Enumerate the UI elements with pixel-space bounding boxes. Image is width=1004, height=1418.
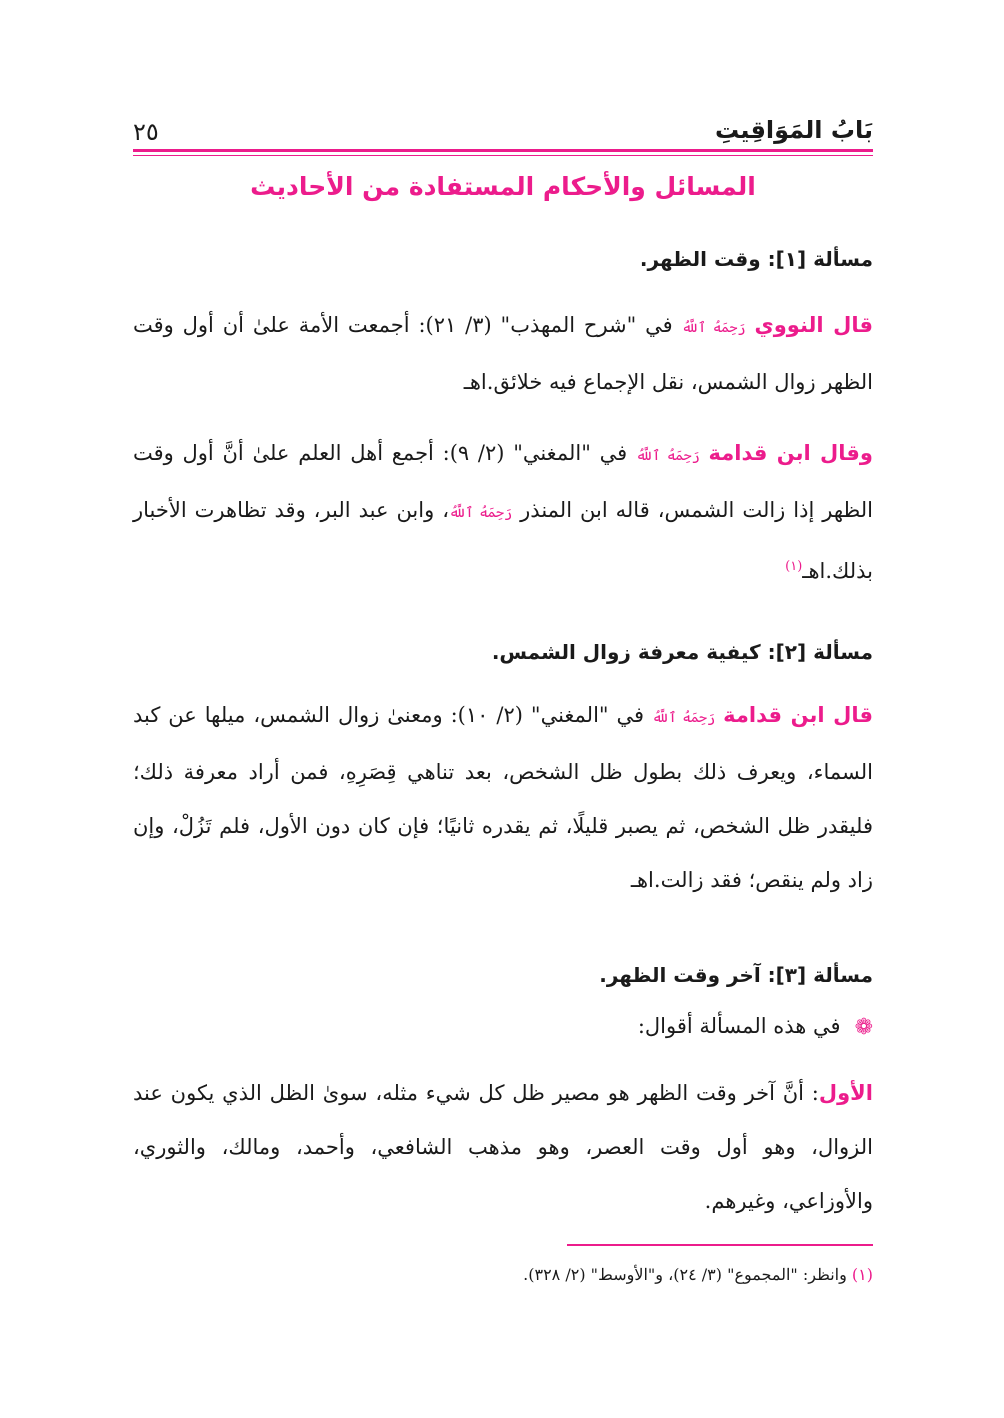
paragraph-text: في "المغني" (٢/ ٩): أجمع أهل العلم علىٰ أنَّ أول وقت الظهر إذا زالت الشمس، قاله ابن المنذر <box>133 441 874 522</box>
paragraph-text: ، وابن عبد البر، وقد تظاهرت الأخبار بذلك.اهـ <box>133 498 873 583</box>
issue-2-heading-block <box>133 640 873 664</box>
honorific: رَحِمَهُ ٱللَّهُ <box>635 448 700 464</box>
paragraph-text: في "شرح المهذب" (٣/ ٢١): أجمعت الأمة علىٰ أن أول وقت الظهر زوال الشمس، نقل الإجماع فيه خلائق.اهـ <box>133 313 873 394</box>
footnote-text: وانظر: "المجموع" (٣/ ٢٤)، و"الأوسط" (٢/ ٣٢٨). <box>523 1265 847 1284</box>
issue-1-paragraph-1 <box>133 298 873 409</box>
issue-3-bullet <box>133 1014 873 1040</box>
header-rule <box>133 149 873 152</box>
issue-3-first-opinion <box>133 1066 873 1228</box>
issue-3-heading-block <box>133 963 873 987</box>
issue-1-heading: مسألة [١]: وقت الظهر. <box>639 247 873 271</box>
footnote <box>133 1265 873 1284</box>
bullet-text: في هذه المسألة أقوال: <box>637 1014 841 1038</box>
running-title: بَابُ المَوَاقِيتِ <box>714 116 873 144</box>
paragraph-text: : أنَّ آخر وقت الظهر هو مصير ظل كل شيء مثله، سوىٰ الظل الذي يكون عند الزوال، وهو أول وقت العصر، وهو مذهب الشافعي، وأحمد، ومالك، والثوري، والأوزاعي، وغيرهم. <box>133 1081 873 1213</box>
paragraph-text: في "المغني" (٢/ ١٠): ومعنىٰ زوال الشمس، ميلها عن كبد السماء، ويعرف ذلك بطول ظل الشخص، بعد تناهي قِصَرِهِ، فمن أراد معرفة ذلك؛ فليقدر ظل الشخص، ثم يصبر قليلًا، ثم يقدره ثانيًا؛ فإن كان دون الأول، فلم تَزُلْ، وإن زاد ولم ينقص؛ فقد زالت.اهـ <box>133 703 873 892</box>
flower-icon: ❁ <box>854 1015 873 1040</box>
issue-2-paragraph <box>133 688 873 907</box>
header-rule-thin <box>133 155 873 156</box>
footnote-mark: (١) <box>851 1265 873 1284</box>
honorific: رَحِمَهُ ٱللَّهُ <box>681 320 746 336</box>
page-number: ٢٥ <box>133 118 159 146</box>
first-label: الأول <box>818 1081 873 1105</box>
issue-3-heading: مسألة [٣]: آخر وقت الظهر. <box>599 963 873 987</box>
footnote-ref[interactable]: (١) <box>785 559 803 574</box>
issue-2-heading: مسألة [٢]: كيفية معرفة زوال الشمس. <box>491 640 873 664</box>
speaker-ibn-qudama: وقال ابن قدامة <box>708 441 873 465</box>
speaker-ibn-qudama: قال ابن قدامة <box>723 703 874 727</box>
footnote-rule <box>567 1244 873 1246</box>
honorific: رَحِمَهُ ٱللَّهُ <box>449 505 513 521</box>
speaker-nawawi: قال النووي <box>754 313 873 337</box>
page-header <box>133 108 873 154</box>
issue-1-heading-block <box>133 247 873 271</box>
section-title: المسائل والأحكام المستفادة من الأحاديث <box>250 172 756 201</box>
issue-1-paragraph-2 <box>133 426 873 598</box>
honorific: رَحِمَهُ ٱللَّهُ <box>652 710 716 726</box>
